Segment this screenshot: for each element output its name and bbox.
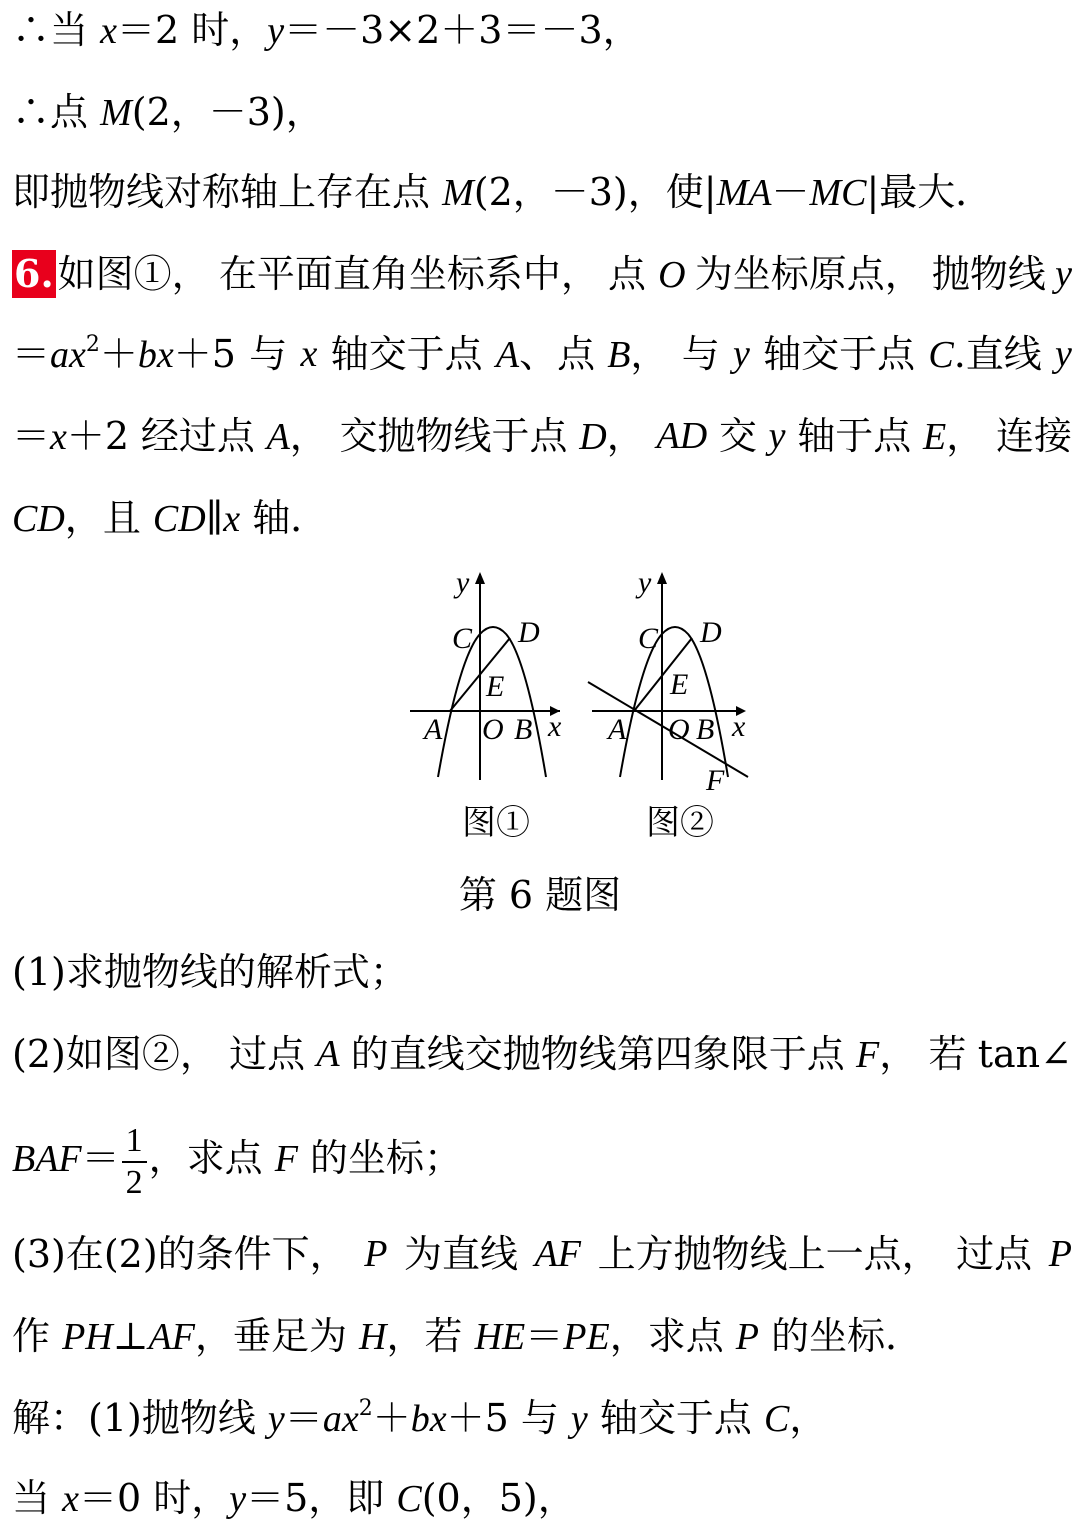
label-E: E [670, 668, 689, 701]
figure-2 [588, 572, 748, 780]
text: ＝5，即 [246, 1476, 397, 1520]
var: y [768, 415, 786, 457]
text [856, 1030, 917, 1079]
exponent: 2 [85, 332, 100, 357]
text: ＝2 时， [116, 8, 268, 52]
text: ∥ [205, 496, 224, 540]
var: M [100, 92, 132, 134]
text: ， [879, 1032, 918, 1076]
label-O: O [482, 713, 504, 746]
var: E [922, 416, 947, 458]
text: 的坐标； [297, 1136, 463, 1180]
question-3-line-2 [12, 1312, 1072, 1361]
question-2-line-2 [12, 1112, 1072, 1205]
problem-line-3 [12, 412, 1072, 461]
text: 交 [718, 414, 757, 458]
fraction-one-half [122, 1121, 147, 1203]
var: MC [809, 172, 867, 214]
text: (2)如图②， [12, 1032, 218, 1076]
label-A: A [424, 713, 443, 746]
figure-1 [410, 572, 560, 780]
var: C [396, 1478, 422, 1520]
label-y: y [456, 566, 470, 599]
text: ， [789, 1396, 828, 1440]
var: ax [50, 334, 86, 376]
text: ＝ [12, 332, 51, 376]
var: C [928, 334, 954, 376]
text: 上方抛物线上一点， [597, 1232, 940, 1276]
label-D: D [518, 616, 540, 649]
var: F [274, 1138, 298, 1180]
text: 在平面直角坐标系中， [218, 252, 599, 296]
var: y [229, 1478, 247, 1520]
var: H [359, 1316, 387, 1358]
var: P [1048, 1233, 1072, 1275]
var: AD [656, 415, 708, 457]
text: .直线 [953, 332, 1042, 376]
text: ＝0 时， [78, 1476, 230, 1520]
text: 过点 [229, 1032, 306, 1076]
text: ，求点 [148, 1136, 275, 1180]
var: D [579, 416, 607, 458]
text [496, 330, 669, 379]
text: ，求点 [609, 1314, 736, 1358]
label-x: x [732, 710, 746, 743]
problem-line-2 [12, 330, 1072, 379]
label-B: B [696, 713, 715, 746]
expr [12, 330, 236, 379]
var: HE [474, 1316, 526, 1358]
text: 解：(1)抛物线 [12, 1396, 268, 1440]
text: 若 [928, 1032, 967, 1076]
text: |最大． [866, 170, 994, 214]
var: PE [563, 1316, 610, 1358]
var: A [266, 416, 290, 458]
text-line-1 [12, 6, 1072, 55]
label-C: C [638, 622, 659, 655]
text: ， [289, 414, 328, 458]
label-y: y [638, 566, 652, 599]
text: (2，－3)，使| [473, 170, 717, 214]
text: (1)求抛物线的解析式； [12, 950, 408, 994]
var: bx [137, 334, 174, 376]
question-1 [12, 948, 1072, 996]
question-3-line-1 [12, 1230, 1072, 1278]
problem-start [12, 250, 210, 299]
text: 与 [681, 332, 720, 376]
text: 为坐标原点， [694, 252, 923, 296]
label-O: O [668, 713, 690, 746]
var: C [763, 1398, 790, 1440]
var: MA [716, 172, 772, 214]
var: x [100, 10, 117, 52]
text: ＋5 [173, 332, 236, 376]
var: PH [62, 1316, 113, 1358]
var: P [735, 1316, 759, 1358]
var: y [732, 333, 750, 375]
y-axis-arrow [657, 572, 667, 584]
figure-1-labels [422, 566, 562, 746]
text [923, 412, 984, 461]
var: O [658, 254, 686, 296]
text: 当 [12, 1476, 63, 1520]
text: (0，5)， [421, 1476, 576, 1520]
text: ＋ [372, 1396, 411, 1440]
var: y [1055, 253, 1072, 295]
var: ax [322, 1398, 359, 1440]
figure-title: 第 6 题图 [458, 873, 622, 917]
var: y [267, 1398, 285, 1440]
text: ， [64, 496, 103, 540]
text: ，垂足为 [194, 1314, 360, 1358]
solution-line-1 [12, 1394, 1072, 1443]
text: ∴点 [12, 90, 101, 134]
var: AF [534, 1233, 582, 1275]
figure-1-caption: 图① [462, 803, 530, 843]
text [928, 330, 1041, 379]
text: 的直线交抛物线第四象限于点 [350, 1032, 845, 1076]
var: AF [148, 1316, 195, 1358]
var: y [1055, 333, 1072, 375]
text: 连接 [995, 414, 1072, 458]
text [267, 412, 328, 461]
exponent: 2 [358, 1396, 373, 1421]
text: 、点 [519, 332, 596, 376]
expr [12, 412, 129, 461]
text: ∴当 [12, 8, 101, 52]
text: ＝ [12, 414, 51, 458]
text: ，若 [386, 1314, 475, 1358]
problem-number-badge: 6. [14, 251, 54, 296]
text: ⊥ [112, 1314, 149, 1358]
text: 与 [249, 332, 288, 376]
var: A [316, 1033, 340, 1075]
problem-line-1 [12, 250, 1072, 299]
var: x [50, 416, 67, 458]
text: ， [630, 332, 669, 376]
var: A [495, 334, 520, 376]
text-line-3 [12, 168, 1072, 217]
denominator: 2 [125, 1163, 143, 1201]
text [608, 250, 686, 299]
text: 如图①， [57, 252, 210, 296]
text-line-2 [12, 88, 1072, 137]
label-B: B [514, 713, 533, 746]
text: (3)在(2)的条件下， [12, 1232, 348, 1276]
text: tan∠ [977, 1032, 1072, 1076]
var: F [856, 1034, 880, 1076]
problem-line-4 [12, 494, 1072, 543]
var: CD [12, 498, 65, 540]
problem-figure [400, 562, 760, 852]
text: 过点 [956, 1232, 1033, 1276]
text: ＝ [525, 1314, 564, 1358]
var: P [364, 1233, 388, 1275]
text: 轴． [240, 496, 329, 540]
label-E: E [486, 670, 505, 703]
label-A: A [608, 713, 627, 746]
text [579, 412, 644, 461]
text: ＝ [284, 1396, 323, 1440]
text: 经过点 [140, 414, 255, 458]
label-F: F [706, 764, 725, 797]
var: bx [410, 1398, 447, 1440]
var: x [300, 333, 318, 375]
solution-line-2 [12, 1474, 1072, 1523]
var: M [442, 172, 474, 214]
label-D: D [700, 616, 722, 649]
text: 交抛物线于点 [339, 414, 568, 458]
text: 轴交于点 [587, 1396, 764, 1440]
var: BAF [12, 1138, 82, 1180]
text: 为直线 [404, 1232, 519, 1276]
text: 抛物线 [931, 252, 1046, 296]
numerator: 1 [122, 1121, 147, 1163]
text: ＋5 与 [446, 1396, 571, 1440]
text: ＝ [81, 1136, 120, 1180]
var: y [570, 1398, 588, 1440]
text: － [771, 170, 810, 214]
label-x: x [548, 710, 562, 743]
text: ＋ [99, 332, 138, 376]
var: y [267, 10, 285, 52]
text: ， [606, 414, 645, 458]
question-2-line-1 [12, 1030, 1072, 1079]
text: 轴交于点 [330, 332, 483, 376]
text: ＝－3×2＋3＝－3， [284, 8, 641, 52]
text: 点 [608, 252, 647, 296]
var: x [223, 498, 241, 540]
label-C: C [452, 622, 473, 655]
var: CD [152, 498, 206, 540]
text: ＋2 [66, 414, 130, 458]
var: x [62, 1478, 79, 1520]
text: 的坐标． [759, 1314, 924, 1358]
text: (2，－3)， [131, 90, 324, 134]
text: 作 [12, 1314, 63, 1358]
text: 轴交于点 [763, 332, 916, 376]
text: 且 [102, 496, 153, 540]
var: B [607, 334, 631, 376]
y-axis-arrow [475, 572, 485, 584]
text: 轴于点 [797, 414, 912, 458]
figure-2-caption: 图② [646, 803, 714, 843]
text: 即抛物线对称轴上存在点 [12, 170, 443, 214]
text: ， [946, 414, 985, 458]
